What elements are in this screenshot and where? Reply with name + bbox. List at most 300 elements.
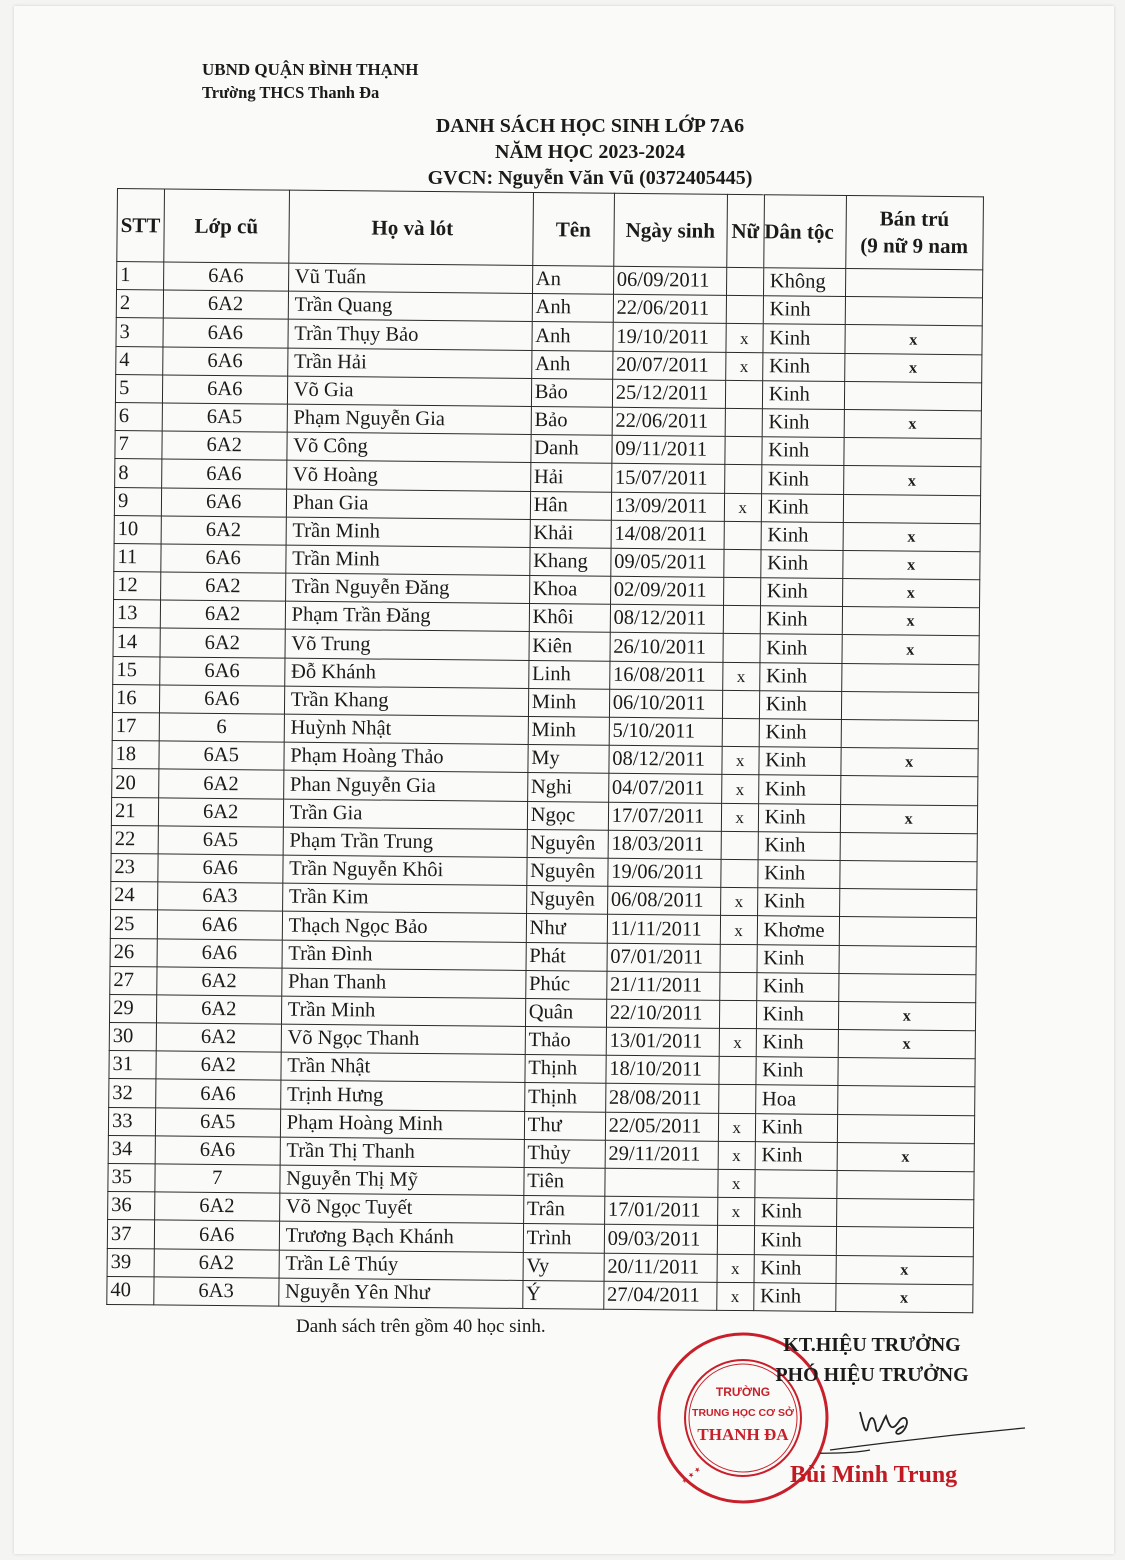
signature-title-2: PHÓ HIỆU TRƯỞNG (775, 1364, 969, 1386)
ten-cell: Phúc (525, 970, 606, 999)
ban-tru-cell: x (836, 1255, 973, 1285)
ho-lot-cell: Võ Trung (285, 630, 529, 661)
dan-toc-cell: Kinh (753, 1282, 835, 1311)
ngay-sinh-cell: 07/01/2011 (607, 943, 720, 972)
ten-cell: Ý (522, 1280, 603, 1309)
col-lop-cu: Lớp cũ (163, 189, 289, 263)
stt-cell: 6 (115, 402, 162, 431)
lop-cu-cell: 6A2 (160, 628, 285, 657)
nu-cell: x (718, 1141, 755, 1170)
ho-lot-cell: Trần Hải (287, 348, 531, 379)
stt-cell: 36 (108, 1192, 155, 1221)
lop-cu-cell: 6A2 (158, 769, 283, 798)
nu-cell: x (720, 887, 757, 916)
lop-cu-cell: 6A2 (154, 1248, 279, 1277)
nu-cell: x (725, 352, 762, 381)
lop-cu-cell: 6A6 (157, 938, 282, 967)
dan-toc-cell: Kinh (763, 324, 845, 353)
ban-tru-cell: x (843, 466, 980, 496)
stt-cell: 12 (114, 572, 161, 601)
stt-cell: 32 (109, 1079, 156, 1108)
ban-tru-cell (845, 297, 982, 327)
dan-toc-cell: Kinh (758, 831, 840, 860)
col-ngay-sinh: Ngày sinh (613, 193, 727, 267)
ho-lot-cell: Trần Minh (281, 996, 525, 1027)
col-nu: Nữ (726, 194, 764, 267)
ngay-sinh-cell: 04/07/2011 (608, 774, 721, 803)
ten-cell: Thịnh (524, 1083, 605, 1112)
ngay-sinh-cell: 06/08/2011 (607, 886, 720, 915)
ho-lot-cell: Trần Gia (283, 799, 527, 830)
title-line-1: DANH SÁCH HỌC SINH LỚP 7A6 (435, 115, 745, 137)
ban-tru-cell (840, 832, 977, 862)
table-body (107, 262, 983, 1313)
ngay-sinh-cell: 21/11/2011 (606, 971, 719, 1000)
nu-cell (724, 521, 761, 550)
ngay-sinh-cell (605, 1168, 718, 1197)
ngay-sinh-cell: 19/06/2011 (608, 858, 721, 887)
dan-toc-cell: Kinh (756, 972, 838, 1001)
stt-cell: 29 (109, 994, 156, 1023)
ban-tru-cell: x (842, 635, 979, 665)
col-ten: Tên (532, 192, 614, 266)
stt-cell: 23 (111, 853, 158, 882)
ten-cell: My (528, 745, 609, 774)
lop-cu-cell: 6A2 (156, 995, 281, 1024)
ho-lot-cell: Phan Gia (286, 489, 530, 520)
ngay-sinh-cell: 18/10/2011 (606, 1055, 719, 1084)
lop-cu-cell: 6A2 (156, 967, 281, 996)
stt-cell: 16 (112, 684, 159, 713)
ban-tru-cell (841, 663, 978, 693)
ngay-sinh-cell: 28/08/2011 (605, 1084, 718, 1113)
ten-cell: Khải (530, 519, 611, 548)
stt-cell: 21 (111, 797, 158, 826)
stt-cell: 34 (108, 1135, 155, 1164)
ban-tru-cell (837, 1170, 974, 1200)
ngay-sinh-cell: 09/11/2011 (612, 435, 725, 464)
ten-cell: Minh (528, 716, 609, 745)
dan-toc-cell: Kinh (755, 1113, 837, 1142)
ban-tru-cell (845, 268, 982, 298)
nu-cell: x (718, 1169, 755, 1198)
stt-cell: 26 (110, 938, 157, 967)
ngay-sinh-cell: 18/03/2011 (608, 830, 721, 859)
ngay-sinh-cell: 11/11/2011 (607, 915, 720, 944)
nu-cell (718, 1085, 755, 1114)
ngay-sinh-cell: 20/07/2011 (612, 351, 725, 380)
dan-toc-cell: Kinh (761, 521, 843, 550)
stt-cell: 25 (110, 910, 157, 939)
ho-lot-cell: Phạm Hoàng Minh (280, 1109, 524, 1140)
lop-cu-cell: 6A6 (161, 459, 286, 488)
student-table (106, 188, 983, 1313)
ngay-sinh-cell: 29/11/2011 (605, 1140, 718, 1169)
ban-tru-cell (839, 917, 976, 947)
dan-toc-cell: Kinh (763, 296, 845, 325)
ho-lot-cell: Võ Ngọc Tuyết (279, 1193, 523, 1224)
ngay-sinh-cell: 17/01/2011 (604, 1196, 717, 1225)
ngay-sinh-cell: 15/07/2011 (611, 464, 724, 493)
ho-lot-cell: Trần Nhật (281, 1052, 525, 1083)
dan-toc-cell: Kinh (758, 775, 840, 804)
ho-lot-cell: Thạch Ngọc Bảo (282, 911, 526, 942)
dan-toc-cell: Kinh (760, 606, 842, 635)
ten-cell: Nguyên (526, 886, 607, 915)
ten-cell: Khoa (529, 576, 610, 605)
nu-cell: x (718, 1113, 755, 1142)
ban-tru-cell (841, 719, 978, 749)
ngay-sinh-cell: 13/01/2011 (606, 1027, 719, 1056)
ban-tru-cell (839, 945, 976, 975)
nu-cell (723, 577, 760, 606)
ten-cell: Khang (530, 547, 611, 576)
stt-cell: 37 (107, 1220, 154, 1249)
stt-cell: 7 (115, 431, 162, 460)
dan-toc-cell: Kinh (762, 437, 844, 466)
ngay-sinh-cell: 20/11/2011 (604, 1253, 717, 1282)
ban-tru-cell: x (844, 409, 981, 439)
ho-lot-cell: Đỗ Khánh (284, 658, 528, 689)
lop-cu-cell: 6 (159, 713, 284, 742)
ban-tru-cell (838, 973, 975, 1003)
ten-cell: Vy (523, 1252, 604, 1281)
stt-cell: 5 (115, 374, 162, 403)
ho-lot-cell: Phạm Trần Đăng (285, 601, 529, 632)
lop-cu-cell: 6A6 (162, 347, 287, 376)
ban-tru-cell (836, 1199, 973, 1229)
nu-cell: x (719, 1028, 756, 1057)
lop-cu-cell: 6A2 (156, 1051, 281, 1080)
ho-lot-cell: Trần Lê Thúy (279, 1250, 523, 1281)
nu-cell (720, 944, 757, 973)
lop-cu-cell: 6A2 (160, 572, 285, 601)
stt-cell: 9 (114, 487, 161, 516)
ngay-sinh-cell: 06/09/2011 (613, 266, 726, 295)
lop-cu-cell: 6A2 (163, 290, 288, 319)
lop-cu-cell: 6A3 (157, 882, 282, 911)
ten-cell: Ngọc (527, 801, 608, 830)
nu-cell (722, 718, 759, 747)
seal-text-main: THANH ĐA (697, 1425, 789, 1444)
dan-toc-cell: Hoa (755, 1085, 837, 1114)
ngay-sinh-cell: 16/08/2011 (609, 661, 722, 690)
signature-block (752, 1330, 992, 1390)
stt-cell: 1 (117, 262, 164, 291)
ban-tru-cell (843, 494, 980, 524)
nu-cell: x (722, 747, 759, 776)
ban-tru-cell (839, 889, 976, 919)
lop-cu-cell: 6A6 (155, 1136, 280, 1165)
nu-cell: x (717, 1197, 754, 1226)
stt-cell: 20 (112, 769, 159, 798)
ban-tru-cell (836, 1227, 973, 1257)
ten-cell: Bảo (531, 378, 612, 407)
stt-cell: 3 (116, 318, 163, 347)
dan-toc-cell: Kinh (759, 747, 841, 776)
stt-cell: 33 (108, 1107, 155, 1136)
ngay-sinh-cell: 02/09/2011 (610, 576, 723, 605)
col-dan-toc: Dân tộc (763, 195, 846, 269)
ten-cell: Nghi (527, 773, 608, 802)
stt-cell: 15 (113, 656, 160, 685)
ngay-sinh-cell: 06/10/2011 (609, 689, 722, 718)
ban-tru-cell (838, 1058, 975, 1088)
dan-toc-cell: Khơme (757, 916, 839, 945)
seal-rim-text: ★ ★ ★ (680, 1465, 703, 1486)
dan-toc-cell: Kinh (762, 380, 844, 409)
stt-cell: 4 (116, 346, 163, 375)
lop-cu-cell: 6A2 (158, 797, 283, 826)
stt-cell: 27 (110, 966, 157, 995)
ten-cell: Bảo (531, 406, 612, 435)
ho-lot-cell: Trần Nguyễn Đăng (285, 573, 529, 604)
stt-cell: 39 (107, 1248, 154, 1277)
nu-cell (726, 267, 763, 296)
ten-cell: Hân (530, 491, 611, 520)
ten-cell: Danh (531, 435, 612, 464)
dan-toc-cell: Kinh (762, 409, 844, 438)
ten-cell: Trân (523, 1196, 604, 1225)
lop-cu-cell: 6A2 (161, 516, 286, 545)
ho-lot-cell: Trần Khang (284, 686, 528, 717)
ngay-sinh-cell: 5/10/2011 (609, 717, 722, 746)
dan-toc-cell: Kinh (760, 550, 842, 579)
ho-lot-cell: Trần Thị Thanh (280, 1137, 524, 1168)
dan-toc-cell: Kinh (761, 465, 843, 494)
ban-tru-cell: x (838, 1030, 975, 1060)
ngay-sinh-cell: 26/10/2011 (610, 633, 723, 662)
ban-tru-cell: x (842, 579, 979, 609)
ngay-sinh-cell: 22/10/2011 (606, 999, 719, 1028)
ho-lot-cell: Trần Thụy Bảo (288, 320, 532, 351)
ho-lot-cell: Võ Gia (287, 376, 531, 407)
col-ho-lot: Họ và lót (288, 190, 533, 265)
lop-cu-cell: 7 (155, 1164, 280, 1193)
nu-cell (719, 1000, 756, 1029)
nu-cell: x (721, 803, 758, 832)
nu-cell (725, 408, 762, 437)
nu-cell (717, 1226, 754, 1255)
ban-tru-cell: x (843, 522, 980, 552)
dan-toc-cell: Kinh (757, 944, 839, 973)
ho-lot-cell: Phan Nguyễn Gia (283, 771, 527, 802)
lop-cu-cell: 6A6 (157, 910, 282, 939)
stt-cell: 14 (113, 628, 160, 657)
ho-lot-cell: Trần Nguyễn Khôi (283, 855, 527, 886)
ten-cell: Kiên (529, 632, 610, 661)
nu-cell (719, 972, 756, 1001)
nu-cell (723, 606, 760, 635)
ten-cell: Thủy (524, 1139, 605, 1168)
ho-lot-cell: Phạm Trần Trung (283, 827, 527, 858)
lop-cu-cell: 6A5 (159, 741, 284, 770)
ngay-sinh-cell: 09/03/2011 (604, 1225, 717, 1254)
ngay-sinh-cell: 09/05/2011 (610, 548, 723, 577)
ho-lot-cell: Trần Đình (282, 940, 526, 971)
ten-cell: Nguyên (527, 829, 608, 858)
stt-cell: 22 (111, 825, 158, 854)
ngay-sinh-cell: 08/12/2011 (610, 605, 723, 634)
nu-cell: x (721, 775, 758, 804)
table-header-row (117, 189, 983, 270)
ten-cell: Minh (528, 688, 609, 717)
stt-cell: 17 (112, 712, 159, 741)
title-line-2: NĂM HỌC 2023-2024 (495, 141, 685, 163)
ten-cell: Hải (530, 463, 611, 492)
dan-toc-cell: Không (763, 268, 845, 297)
ban-tru-cell: x (840, 804, 977, 834)
stt-cell: 35 (108, 1163, 155, 1192)
ten-cell: Thảo (525, 1027, 606, 1056)
ban-tru-cell: x (835, 1283, 972, 1313)
nu-cell: x (717, 1254, 754, 1283)
title-line-3: GVCN: Nguyễn Văn Vũ (0372405445) (427, 167, 753, 189)
ban-tru-cell (840, 776, 977, 806)
stt-cell: 18 (112, 741, 159, 770)
stt-cell: 10 (114, 515, 161, 544)
ngay-sinh-cell: 22/06/2011 (613, 294, 726, 323)
signer-name: Bùi Minh Trung (790, 1462, 958, 1488)
ten-cell: Trình (523, 1224, 604, 1253)
ho-lot-cell: Võ Công (287, 432, 531, 463)
ban-tru-cell (840, 860, 977, 890)
lop-cu-cell: 6A2 (162, 431, 287, 460)
ngay-sinh-cell: 19/10/2011 (613, 323, 726, 352)
lop-cu-cell: 6A5 (155, 1108, 280, 1137)
lop-cu-cell: 6A3 (153, 1277, 278, 1306)
ban-tru-cell (837, 1086, 974, 1116)
ngay-sinh-cell: 14/08/2011 (611, 520, 724, 549)
col-stt: STT (117, 189, 164, 262)
signature-title-1: KT.HIỆU TRƯỞNG (783, 1334, 961, 1356)
ban-tru-cell: x (841, 748, 978, 778)
stt-cell: 8 (115, 459, 162, 488)
lop-cu-cell: 6A5 (162, 403, 287, 432)
dan-toc-cell: Kinh (762, 352, 844, 381)
lop-cu-cell: 6A6 (162, 375, 287, 404)
ten-cell: Thư (524, 1111, 605, 1140)
ho-lot-cell: Trương Bạch Khánh (279, 1221, 523, 1252)
ten-cell: Thịnh (525, 1055, 606, 1084)
stt-cell: 11 (114, 543, 161, 572)
ho-lot-cell: Phạm Nguyễn Gia (287, 404, 531, 435)
lop-cu-cell: 6A5 (158, 826, 283, 855)
lop-cu-cell: 6A6 (161, 544, 286, 573)
ngay-sinh-cell: 13/09/2011 (611, 492, 724, 521)
nu-cell (721, 859, 758, 888)
lop-cu-cell: 6A6 (161, 487, 286, 516)
ten-cell: Khôi (529, 604, 610, 633)
dan-toc-cell: Kinh (759, 662, 841, 691)
ban-tru-cell (844, 438, 981, 468)
dan-toc-cell: Kinh (757, 888, 839, 917)
col-ban-tru (845, 195, 983, 269)
ten-cell: Quân (525, 998, 606, 1027)
ho-lot-cell: Trần Minh (286, 545, 530, 576)
nu-cell (722, 690, 759, 719)
ho-lot-cell: Võ Hoàng (286, 460, 530, 491)
seal-text-mid: TRUNG HỌC CƠ SỞ (692, 1407, 794, 1419)
ten-cell: Linh (528, 660, 609, 689)
nu-cell (724, 465, 761, 494)
ban-tru-cell: x (842, 607, 979, 637)
nu-cell (723, 549, 760, 578)
ten-cell: Anh (531, 350, 612, 379)
nu-cell: x (722, 662, 759, 691)
ten-cell: An (532, 265, 613, 294)
dan-toc-cell: Kinh (760, 578, 842, 607)
dan-toc-cell: Kinh (756, 1001, 838, 1030)
ten-cell: Như (526, 914, 607, 943)
document-title (380, 113, 800, 191)
nu-cell (723, 634, 760, 663)
stt-cell: 2 (116, 290, 163, 319)
lop-cu-cell: 6A6 (163, 318, 288, 347)
nu-cell (725, 380, 762, 409)
dan-toc-cell (755, 1170, 837, 1199)
nu-cell (726, 296, 763, 325)
ho-lot-cell: Trần Minh (286, 517, 530, 548)
ten-cell: Phát (526, 942, 607, 971)
ho-lot-cell: Trần Quang (288, 291, 532, 322)
ngay-sinh-cell: 25/12/2011 (612, 379, 725, 408)
ban-tru-cell (844, 381, 981, 411)
ban-tru-cell: x (844, 353, 981, 383)
lop-cu-cell: 6A6 (154, 1220, 279, 1249)
dan-toc-cell: Kinh (754, 1198, 836, 1227)
school-name: Trường THCS Thanh Đa (202, 83, 380, 102)
nu-cell (721, 831, 758, 860)
nu-cell: x (726, 324, 763, 353)
ho-lot-cell: Phan Thanh (281, 968, 525, 999)
lop-cu-cell: 6A6 (158, 854, 283, 883)
student-count-note: Danh sách trên gồm 40 học sinh. (296, 1316, 546, 1337)
lop-cu-cell: 6A2 (160, 600, 285, 629)
lop-cu-cell: 6A2 (154, 1192, 279, 1221)
dan-toc-cell: Kinh (759, 691, 841, 720)
ten-cell: Anh (532, 294, 613, 323)
seal-text-top: TRƯỜNG (715, 1385, 771, 1399)
ho-lot-cell: Vũ Tuấn (288, 263, 532, 294)
stt-cell: 31 (109, 1051, 156, 1080)
ten-cell: Anh (532, 322, 613, 351)
ban-tru-cell: x (845, 325, 982, 355)
col-ban-tru-line1: Bán trú (879, 206, 950, 231)
ngay-sinh-cell: 17/07/2011 (608, 802, 721, 831)
stt-cell: 13 (113, 600, 160, 629)
dan-toc-cell: Kinh (760, 634, 842, 663)
nu-cell (725, 436, 762, 465)
lop-cu-cell: 6A6 (155, 1079, 280, 1108)
stt-cell: 24 (111, 882, 158, 911)
dan-toc-cell: Kinh (761, 493, 843, 522)
lop-cu-cell: 6A6 (163, 262, 288, 291)
lop-cu-cell: 6A6 (159, 657, 284, 686)
dan-toc-cell: Kinh (758, 803, 840, 832)
stt-cell: 40 (107, 1276, 154, 1305)
ten-cell: Tiên (524, 1167, 605, 1196)
ho-lot-cell: Võ Ngọc Thanh (281, 1024, 525, 1055)
dan-toc-cell: Kinh (756, 1057, 838, 1086)
dan-toc-cell: Kinh (755, 1141, 837, 1170)
ban-tru-cell (837, 1114, 974, 1144)
ho-lot-cell: Nguyễn Yên Như (278, 1278, 522, 1309)
ho-lot-cell: Huỳnh Nhật (284, 714, 528, 745)
stt-cell: 30 (109, 1023, 156, 1052)
col-ban-tru-line2: (9 nữ 9 nam (860, 233, 969, 259)
ngay-sinh-cell: 08/12/2011 (609, 745, 722, 774)
